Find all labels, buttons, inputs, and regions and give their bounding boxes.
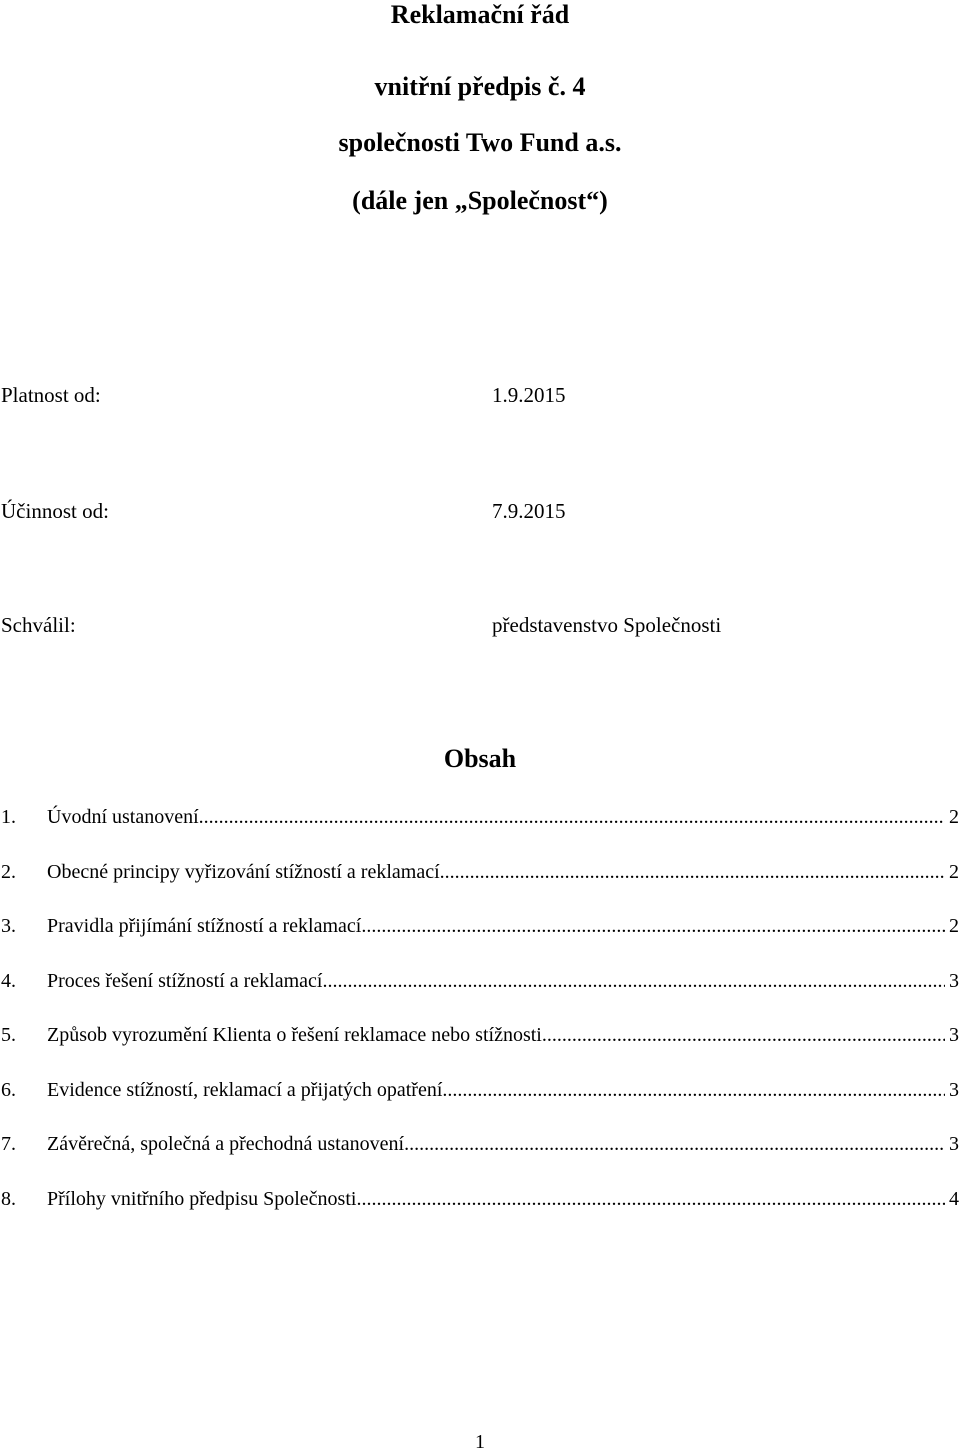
page-number: 1	[475, 1431, 485, 1453]
toc-item-page: 2	[949, 860, 959, 883]
toc-item-page: 3	[949, 969, 959, 992]
toc-item-leader	[322, 964, 945, 998]
document-title: Reklamační řád	[390, 0, 570, 29]
toc-item-number: 3.	[1, 915, 16, 937]
toc-item-title[interactable]: Závěrečná, společná a přechodná ustanovení	[47, 1133, 405, 1155]
toc-item-number: 4.	[1, 969, 16, 992]
meta-value-validity: 1.9.2015	[492, 383, 566, 407]
meta-row-approved	[0, 610, 960, 640]
meta-label-effect: Účinnost od:	[1, 499, 109, 523]
toc-item-leader	[440, 855, 945, 889]
toc-item-leader	[356, 1182, 945, 1216]
toc-item-title[interactable]: Úvodní ustanovení	[47, 806, 199, 828]
toc-item-number: 6.	[1, 1078, 16, 1101]
toc-item-number: 2.	[1, 860, 16, 883]
toc-item-number: 5.	[1, 1024, 16, 1046]
toc-item-number: 1.	[1, 806, 16, 828]
meta-value-approved: představenstvo Společnosti	[492, 613, 722, 637]
meta-label-approved: Schválil:	[1, 613, 76, 637]
table-of-contents	[0, 800, 960, 1236]
toc-item[interactable]	[0, 1182, 960, 1237]
toc-item[interactable]	[0, 800, 960, 855]
toc-item-leader	[199, 800, 945, 834]
toc-heading: Obsah	[443, 744, 517, 773]
toc-item-page: 4	[949, 1187, 959, 1210]
toc-item-title[interactable]: Pravidla přijímání stížností a reklamací	[47, 915, 362, 937]
toc-item-title[interactable]: Evidence stížností, reklamací a přijatých opatření	[47, 1078, 443, 1101]
meta-row-effect	[0, 496, 960, 526]
meta-row-validity	[0, 380, 960, 410]
toc-item[interactable]	[0, 855, 960, 910]
toc-item-title[interactable]: Proces řešení stížností a reklamací	[47, 969, 323, 992]
toc-item[interactable]	[0, 1018, 960, 1073]
meta-value-effect: 7.9.2015	[492, 499, 566, 523]
toc-item-title[interactable]: Způsob vyrozumění Klienta o řešení reklamace nebo stížnosti	[47, 1024, 542, 1046]
toc-item[interactable]	[0, 909, 960, 964]
toc-item-number: 8.	[1, 1187, 16, 1210]
toc-item-page: 2	[949, 806, 959, 828]
toc-item-number: 7.	[1, 1133, 16, 1155]
toc-item[interactable]	[0, 1073, 960, 1128]
toc-item[interactable]	[0, 964, 960, 1019]
toc-item-page: 3	[949, 1024, 959, 1046]
toc-item-leader	[542, 1018, 945, 1052]
document-subtitle-company: společnosti Two Fund a.s.	[338, 128, 622, 157]
toc-item-title[interactable]: Přílohy vnitřního předpisu Společnosti	[47, 1187, 357, 1210]
toc-item-leader	[361, 909, 945, 943]
meta-label-validity: Platnost od:	[1, 383, 101, 407]
toc-item-leader	[404, 1127, 945, 1161]
document-subtitle-regulation: vnitřní předpis č. 4	[374, 72, 586, 101]
toc-item-page: 2	[949, 915, 959, 937]
document-subtitle-abbreviation: (dále jen „Společnost“)	[352, 186, 608, 215]
toc-item-page: 3	[949, 1078, 959, 1101]
toc-item-page: 3	[949, 1133, 959, 1155]
toc-item-title[interactable]: Obecné principy vyřizování stížností a reklamací	[47, 860, 440, 883]
toc-item[interactable]	[0, 1127, 960, 1182]
toc-item-leader	[442, 1073, 945, 1107]
